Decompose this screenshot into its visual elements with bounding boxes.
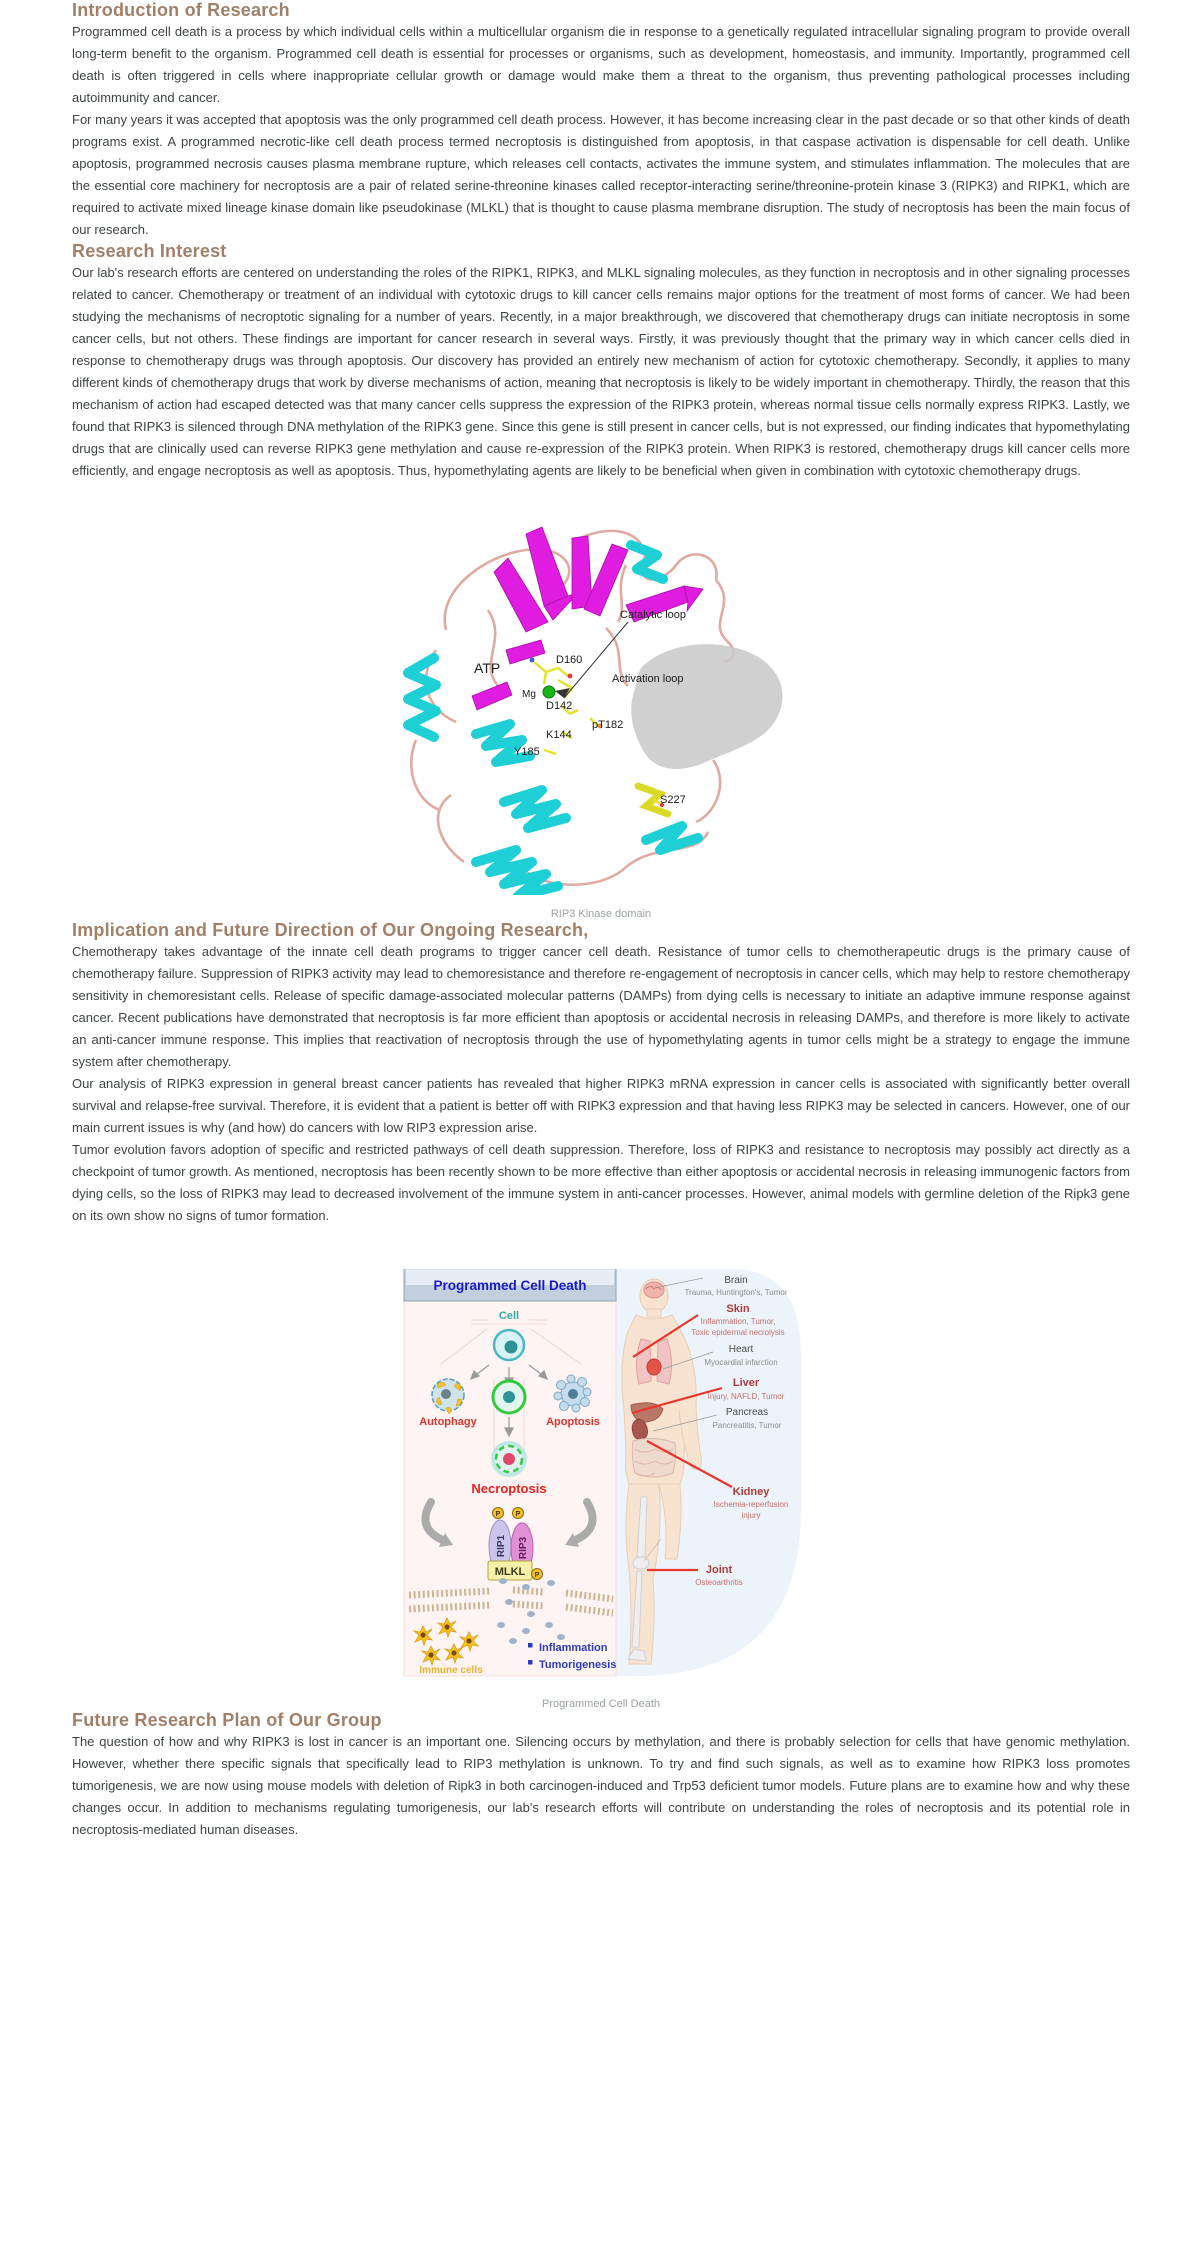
apoptosis-label: Apoptosis xyxy=(546,1416,600,1428)
organ-kidney-label: Kidney xyxy=(732,1486,770,1498)
tumorigenesis-label: Tumorigenesis xyxy=(539,1659,617,1671)
organ-skin-label: Skin xyxy=(726,1303,750,1315)
organ-liver-conditions: Injury, NAFLD, Tumor xyxy=(707,1392,785,1401)
section-heading-future-plan: Future Research Plan of Our Group xyxy=(72,1710,382,1730)
immune-cells-label: Immune cells xyxy=(419,1665,483,1676)
organ-kidney-conditions-2: injury xyxy=(741,1511,761,1520)
organ-pancreas-label: Pancreas xyxy=(725,1407,769,1418)
necroptosis-label: Necroptosis xyxy=(471,1481,547,1496)
organ-joint-conditions: Osteoarthritis xyxy=(695,1578,743,1587)
organ-brain-label: Brain xyxy=(724,1275,748,1286)
mg-ion xyxy=(543,686,555,698)
svg-text:P: P xyxy=(515,1511,521,1518)
label-y185: Y185 xyxy=(514,746,540,758)
cell-label: Cell xyxy=(498,1310,520,1322)
organ-heart-label: Heart xyxy=(728,1344,754,1355)
figure2-caption: Programmed Cell Death xyxy=(542,1698,660,1710)
programmed-cell-death-illustration xyxy=(401,1269,801,1679)
inflammation-label: Inflammation xyxy=(539,1642,608,1654)
label-k144: K144 xyxy=(546,729,572,741)
research-interest-paragraph: Our lab's research efforts are centered on understanding the roles of the RIPK1, RIPK3, and MLKL signaling molecules, as they function in necroptosis and in other signaling processes related to cancer. Chemotherapy or treatment of an individual with cytotoxic drugs to kill cancer cells remains major options for the treatment of most forms of cancer. We had been studying the mechanisms of necroptotic signaling for a number of years. Recently, in a major breakthrough, we discovered that chemotherapy drugs can initiate necroptosis in some cancer cells, but not others. These findings are important for cancer research in several ways. Firstly, it was previously thought that the primary way in which cancer cells died in response to chemotherapy drugs was through apoptosis. Our discovery has provided an entirely new mechanism of action for cytotoxic chemotherapy. Secondly, it applies to many different kinds of chemotherapy drugs that work by diverse mechanisms of action, meaning that necroptosis is likely to be widely important in chemotherapy. Thirdly, the reason that this mechanism of action had escaped detected was that many cancer cells suppress the expression of the RIPK3 protein, whereas normal tissue cells normally express RIPK3. Lastly, we found that RIPK3 is silenced through DNA methylation of the RIPK3 gene. Since this gene is still present in cancer cells, but is not expressed, our finding indicates that hypomethylating drugs that are clinically used can reverse RIPK3 gene methylation and cause re-expression of the RIPK3 protein. When RIPK3 is restored, chemotherapy drugs kill cancer cells more efficiently, and engage necroptosis as well as apoptosis. Thus, hypomethylating agents are likely to be beneficial when given in combination with cytotoxic chemotherapy drugs. xyxy=(72,265,1130,478)
mlkl-label: MLKL xyxy=(494,1566,526,1578)
implication-paragraph-2: Our analysis of RIPK3 expression in general breast cancer patients has revealed that higher RIPK3 mRNA expression in cancer cells is associated with significantly better overall survival and relapse-free survival. Therefore, it is evident that a patient is better off with RIPK3 expression and that having less RIPK3 may be selected in cancers. However, one of our main current issues is why (and how) do cancers with low RIP3 expression arise. xyxy=(72,1076,1130,1135)
organ-skin-conditions-1: Inflammation, Tumor, xyxy=(700,1317,776,1326)
figure1-caption: RIP3 Kinase domain xyxy=(550,908,652,920)
section-heading-research-interest: Research Interest xyxy=(72,241,227,261)
organ-kidney-conditions-1: Ischemia-reperfusion xyxy=(713,1500,789,1509)
section-heading-implication: Implication and Future Direction of Our Ongoing Research, xyxy=(72,920,589,940)
label-mg: Mg xyxy=(522,689,536,700)
rip3-label: RIP3 xyxy=(518,1536,529,1560)
activation-loop-region xyxy=(631,644,782,769)
intro-paragraph-2: For many years it was accepted that apoptosis was the only programmed cell death process. However, it has become increasing clear in the past decade or so that other kinds of death programs exist. A programmed necrotic-like cell death process termed necroptosis is distinguished from apoptosis, in that caspase activation is dispensable for cell death. Unlike apoptosis, programmed necrosis causes plasma membrane rupture, which releases cell contacts, activates the immune system, and stimulates inflammation. The molecules that are the essential core machinery for necroptosis are a pair of related serine-threonine kinases called receptor-interacting serine/threonine-protein kinase 3 (RIPK3) and RIPK1, which are required to activate mixed lineage kinase domain like pseudokinase (MLKL) that is thought to cause plasma membrane disruption. The study of necroptosis has been the main focus of our research. xyxy=(72,112,1130,237)
organ-brain-conditions: Trauma, Huntington's, Tumor xyxy=(684,1288,788,1297)
organ-liver-label: Liver xyxy=(732,1377,760,1389)
implication-paragraph-3: Tumor evolution favors adoption of specific and restricted pathways of cell death suppression. Therefore, loss of RIPK3 and resistance to necroptosis may possibly act directly as a checkpoint of tumor growth. As mentioned, necroptosis has been recently shown to be more effective than either apoptosis or accidental necrosis in releasing immunogenic factors from dying cells, so the loss of RIPK3 may lead to decreased involvement of the immune system in anti-cancer processes. However, animal models with germline deletion of the Ripk3 gene on its own show no signs of tumor formation. xyxy=(72,1142,1130,1223)
label-atp: ATP xyxy=(474,660,501,676)
label-d142: D142 xyxy=(546,700,573,712)
label-catalytic-loop: Catalytic loop xyxy=(620,609,687,621)
intro-paragraph-1: Programmed cell death is a process by which individual cells within a multicellular organism die in response to a genetically regulated intracellular signaling program to provide overall long-term benefit to the organism. Programmed cell death is essential for processes or organisms, such as development, homeostasis, and immunity. Importantly, programmed cell death is often triggered in cells where inappropriate cellular growth or damage would make them a threat to the organism, thus preventing pathological processes including autoimmunity and cancer. xyxy=(72,24,1130,105)
organ-pancreas-conditions: Pancreatitis, Tumor xyxy=(712,1421,782,1430)
svg-text:P: P xyxy=(495,1511,501,1518)
rip1-label: RIP1 xyxy=(496,1534,507,1558)
label-d160: D160 xyxy=(556,654,583,666)
organ-skin-conditions-2: Toxic epidermal necrolysis xyxy=(691,1328,785,1337)
label-pt182: pT182 xyxy=(592,719,624,731)
apoptosis-cell-icon xyxy=(554,1375,591,1412)
figure2-panel-title: Programmed Cell Death xyxy=(433,1278,587,1293)
implication-paragraph-1: Chemotherapy takes advantage of the innate cell death programs to trigger cancer cell death. Resistance of tumor cells to chemotherapeutic drugs is the primary cause of chemotherapy failure. Suppression of RIPK3 activity may lead to chemoresistance and therefore re-engagement of necroptosis in cancer cells, which may help to restore chemotherapy sensitivity in chemoresistant cells. Release of specific damage-associated molecular patterns (DAMPs) from dying cells is necessary to initiate an adaptive immune response against cancer. Recent publications have demonstrated that necroptosis is far more efficient than apoptosis or accidental necrosis in releasing DAMPs, and therefore is more likely to activate an anti-cancer immune response. This implies that reactivation of necroptosis through the use of hypomethylating agents in tumor cells might be a strategy to engage the immune system after chemotherapy. xyxy=(72,944,1130,1069)
section-heading-introduction: Introduction of Research xyxy=(72,0,290,20)
label-activation-loop: Activation loop xyxy=(612,673,684,685)
figure-programmed-cell-death xyxy=(401,1269,801,1710)
organ-joint-label: Joint xyxy=(705,1564,733,1576)
label-s227: S227 xyxy=(660,794,686,806)
figure-rip3-kinase-domain xyxy=(376,510,826,920)
svg-text:P: P xyxy=(534,1572,540,1579)
rip3-structure-illustration xyxy=(376,510,826,895)
organ-heart-conditions: Myocardial infarction xyxy=(704,1358,778,1367)
future-plan-paragraph: The question of how and why RIPK3 is lost in cancer is an important one. Silencing occurs by methylation, and there is probably selection for cells that have genomic methylation. However, whether there specific signals that specifically lead to RIP3 methylation is unknown. To try and find such signals, as well as to examine how RIPK3 loss promotes tumorigenesis, we are now using mouse models with deletion of Ripk3 in both carcinogen-induced and Trp53 deficient tumor models. Future plans are to examine how and why these changes occur. In addition to mechanisms regulating tumorigenesis, our lab's research efforts will contribute on understanding the roles of necroptosis and its potential role in necroptosis-mediated human diseases. xyxy=(72,1734,1130,1837)
autophagy-label: Autophagy xyxy=(419,1416,477,1428)
